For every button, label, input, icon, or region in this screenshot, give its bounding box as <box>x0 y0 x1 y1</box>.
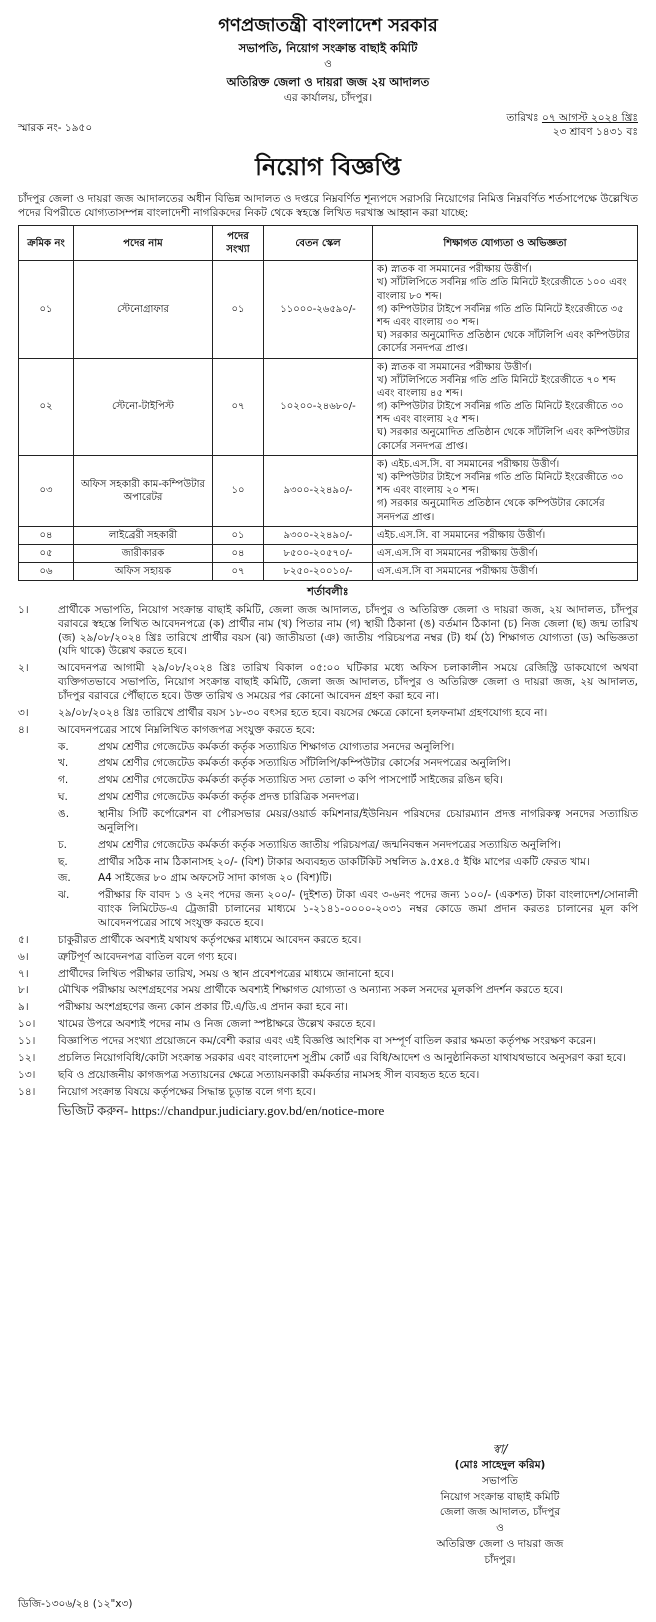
condition-item <box>18 1086 638 1100</box>
condition-item-number: ৯। <box>18 1001 29 1014</box>
document-item <box>18 839 638 853</box>
cell-qualification <box>373 544 638 562</box>
condition-item-number: ৩। <box>18 706 29 719</box>
footer-code: ডিজি-১৩০৬/২৪ (১২"x৩) <box>18 1598 133 1610</box>
qualification-line: খ) কম্পিউটার টাইপে সর্বনিম্ন গতি প্রতি মিনিটে ইংরেজীতে ৩০ শব্দ এবং বাংলায় ২০ শব্দ। <box>377 472 624 497</box>
condition-item-number: ১১। <box>18 1035 36 1048</box>
header-count: পদের সংখ্যা <box>213 226 264 261</box>
posts-table <box>18 225 638 581</box>
qualification-line: গ) কম্পিউটার টাইপে সর্বনিম্ন গতি প্রতি মিনিটে ইংরেজীতে ৩৫ শব্দ এবং বাংলায় ৩০ শব্দ। <box>377 303 624 328</box>
table-row <box>19 526 638 544</box>
condition-item <box>18 984 638 998</box>
condition-item <box>18 951 638 965</box>
document-item-number: ঝ. <box>58 889 70 902</box>
document-item <box>18 757 638 771</box>
cell-serial: ০৫ <box>19 544 74 562</box>
cell-scale: ৮৫০০-২০৫৭০/- <box>264 544 373 562</box>
cell-qualification <box>373 455 638 526</box>
document-item-number: ছ. <box>58 855 68 868</box>
header-scale: বেতন স্কেল <box>264 226 373 261</box>
document-item <box>18 872 638 886</box>
condition-item-text: প্রার্থীদের লিখিত পরীক্ষার তারিখ, সময় ও স্থান প্রবেশপত্রের মাধ্যমে জানানো হবে। <box>58 967 394 980</box>
condition-item-number: ১৩। <box>18 1068 36 1081</box>
condition-item <box>18 604 638 659</box>
qualification-line: গ) সরকার অনুমোদিত প্রতিষ্ঠান থেকে কম্পিউটার কোর্সের সনদপত্র প্রাপ্ত। <box>377 498 605 523</box>
documents-list <box>18 741 638 931</box>
qualification-line: ক) স্নাতক বা সমমানের পরীক্ষায় উত্তীর্ণ। <box>377 264 532 276</box>
cell-qualification <box>373 358 638 455</box>
cell-post: জারীকারক <box>74 544 213 562</box>
qualification-line: ক) স্নাতক বা সমমানের পরীক্ষায় উত্তীর্ণ। <box>377 361 532 373</box>
condition-item <box>18 662 638 704</box>
condition-item-text: মৌখিক পরীক্ষায় অংশগ্রহণের সময় প্রার্থীকে অবশ্যই শিক্ষাগত যোগ্যতা ও অন্যান্য সকল সনদের মূলকপি প্রদর্শন করতে হবে। <box>58 984 564 997</box>
and-text: ও <box>324 57 332 70</box>
qualification-line: খ) সাঁটলিপিতে সর্বনিম্ন গতি প্রতি মিনিটে ইংরেজীতে ৭০ শব্দ এবং বাংলায় ৪৫ শব্দ। <box>377 374 616 399</box>
condition-item-number: ৬। <box>18 950 29 963</box>
condition-item-text: পরীক্ষায় অংশগ্রহণের জন্য কোন প্রকার টি.এ/ডি.এ প্রদান করা হবে না। <box>58 1001 348 1014</box>
cell-qualification <box>373 563 638 581</box>
document-item-number: ক. <box>58 740 69 753</box>
condition-item-text: আবেদনপত্র আগামী ২৯/০৮/২০২৪ খ্রিঃ তারিখ বিকাল ০৫:০০ ঘটিকার মধ্যে অফিস চলাকালীন সময়ে রেজিস্ট্রি ডাকযোগে অথবা ব্যক্তিগতভাবে সভাপতি, নিয়োগ সংক্রান্ত বাছাই কমিটি, জেলা জজ আদালত, চাঁদপুর ও অতিরিক্ত জেলা ও দায়রা জজ, ২য় আদালত, চাঁদপুর বরাবরে পৌঁছাতে হবে। উক্ত তারিখ ও সময়ের পর কোনো আবেদন গ্রহণ করা হবে না। <box>58 662 638 702</box>
signature-block <box>400 1440 600 1568</box>
government-heading: গণপ্রজাতন্ত্রী বাংলাদেশ সরকার <box>218 15 438 36</box>
condition-item <box>18 724 638 738</box>
condition-item-number: ১২। <box>18 1051 36 1064</box>
conditions-list <box>18 604 638 738</box>
document-item-number: খ. <box>58 757 69 770</box>
condition-item-text: বিজ্ঞাপিত পদের সংখ্যা প্রয়োজনে কম/বেশী করার এবং এই বিজ্ঞপ্তি আংশিক বা সম্পূর্ণ বাতিল করার ক্ষমতা কর্তৃপক্ষ সংরক্ষণ করেন। <box>58 1035 597 1048</box>
date-label: তারিখঃ <box>506 111 539 124</box>
qualification-line: এস.এস.সি বা সমমানের পরীক্ষায় উত্তীর্ণ। <box>377 547 538 559</box>
condition-item <box>18 934 638 948</box>
cell-count: ০৪ <box>213 544 264 562</box>
cell-qualification <box>373 526 638 544</box>
cell-post: অফিস সহকারী কাম-কম্পিউটার অপারেটর <box>74 455 213 526</box>
signatory-line2: জেলা জজ আদালত, চাঁদপুর <box>439 1506 561 1519</box>
signatory-line1: নিয়োগ সংক্রান্ত বাছাই কমিটি <box>440 1490 560 1503</box>
document-item-number: ঙ. <box>58 808 70 821</box>
condition-item-text: ২৯/০৮/২০২৪ খ্রিঃ তারিখে প্রার্থীর বয়স ১৮-৩০ বৎসর হতে হবে। বয়সের ক্ষেত্রে কোনো হলফনামা গ্রহণযোগ্য হবে না। <box>58 706 548 719</box>
document-item-text: প্রথম শ্রেণীর গেজেটেড কর্মকর্তা কর্তৃক সত্যায়িত জাতীয় পরিচয়পত্র/ জন্মনিবন্ধন সনদপত্রের সত্যায়িত অনুলিপি। <box>98 838 561 851</box>
condition-item <box>18 1001 638 1015</box>
document-item <box>18 856 638 870</box>
cell-serial: ০৬ <box>19 563 74 581</box>
condition-item-number: ১০। <box>18 1018 36 1031</box>
condition-item <box>18 1069 638 1083</box>
condition-item-number: ৪। <box>18 723 29 736</box>
qualification-line: ক) এইচ.এস.সি. বা সমমানের পরীক্ষায় উত্তীর্ণ। <box>377 458 560 470</box>
intro-paragraph: চাঁদপুর জেলা ও দায়রা জজ আদালতের অধীন বিভিন্ন আদালত ও দপ্তরে নিম্নবর্ণিত শূন্যপদে সরাসরি নিয়োগের নিমিত্ত নিম্নবর্ণিত শর্তসাপেক্ষে উল্লেখিত পদের বিপরীতে যোগ্যতাসম্পন্ন বাংলাদেশী নাগরিকদের নিকট থেকে স্বহস্তে লিখিত দরখাস্ত আহ্বান করা যাচ্ছে: <box>18 193 638 220</box>
cell-post: স্টেনো-টাইপিস্ট <box>74 358 213 455</box>
document-item-text: প্রথম শ্রেণীর গেজেটেড কর্মকর্তা কর্তৃক প্রদত্ত চারিত্রিক সনদপত্র। <box>98 791 360 804</box>
signatory-line3: অতিরিক্ত জেলা ও দায়রা জজ <box>436 1537 564 1550</box>
qualification-line: গ) কম্পিউটার টাইপে সর্বনিম্ন গতি প্রতি মিনিটে ইংরেজীতে ৩০ শব্দ এবং বাংলায় ২৫ শব্দ। <box>377 401 624 426</box>
cell-post: লাইব্রেরী সহকারী <box>74 526 213 544</box>
document-item-text: প্রথম শ্রেণীর গেজেটেড কর্মকর্তা কর্তৃক সত্যায়িত শিক্ষাগত যোগ্যতার সনদের অনুলিপি। <box>98 740 455 753</box>
table-row <box>19 455 638 526</box>
cell-count: ০১ <box>213 261 264 358</box>
cell-qualification <box>373 261 638 358</box>
condition-item-text: খামের উপরে অবশ্যই পদের নাম ও নিজ জেলা স্পষ্টাক্ষরে উল্লেখ করতে হবে। <box>58 1018 376 1031</box>
cell-count: ০১ <box>213 526 264 544</box>
document-item <box>18 889 638 931</box>
qualification-line: ঘ) সরকার অনুমোদিত প্রতিষ্ঠান থেকে সাঁটলিপি এবং কম্পিউটার কোর্সের সনদপত্র প্রাপ্ত। <box>377 427 630 452</box>
cell-count: ০৭ <box>213 563 264 581</box>
cell-post: স্টেনোগ্রাফার <box>74 261 213 358</box>
condition-item-text: প্রার্থীকে সভাপতি, নিয়োগ সংক্রান্ত বাছাই কমিটি, জেলা জজ আদালত, চাঁদপুর ও অতিরিক্ত জেলা ও দায়রা জজ, ২য় আদালত, চাঁদপুর বরাবরে স্বহস্তে লিখিত আবেদনপত্রে (ক) প্রার্থীর নাম (খ) পিতার নাম (গ) স্থায়ী ঠিকানা (ঙ) বর্তমান ঠিকানা (চ) নিজ জেলা (ছ) জন্ম তারিখ (জ) ২৯/০৮/২০২৪ খ্রিঃ তারিখে প্রার্থীর বয়স (ঝ) জাতীয়তা (ঞ) জাতীয় পরিচয়পত্র নম্বর (ট) ধর্ম (ঠ) শিক্ষাগত যোগ্যতা (ড) অভিজ্ঞতা (যদি থাকে) উল্লেখ করতে হবে। <box>58 603 638 658</box>
condition-item-text: চাকুরীরত প্রার্থীকে অবশ্যই যথাযথ কর্তৃপক্ষের মাধ্যমে আবেদন করতে হবে। <box>58 933 362 946</box>
condition-item-text: আবেদনপত্রের সাথে নিম্নলিখিত কাগজপত্র সংযুক্ত করতে হবে: <box>58 723 316 736</box>
condition-item <box>18 968 638 982</box>
condition-item-number: ১। <box>18 603 29 616</box>
condition-item-text: নিয়োগ সংক্রান্ত বিষয়ে কর্তৃপক্ষের সিদ্ধান্ত চূড়ান্ত বলে গণ্য হবে। <box>58 1085 316 1098</box>
table-row <box>19 358 638 455</box>
condition-item-number: ১৪। <box>18 1085 36 1098</box>
document-item-text: স্থানীয় সিটি কর্পোরেশন বা পৌরসভার মেয়র/ওয়ার্ড কমিশনার/ইউনিয়ন পরিষদের চেয়ারম্যান প্রদত্ত নাগরিকত্ব সনদের সত্যায়িত অনুলিপি। <box>98 808 638 834</box>
condition-item-number: ৫। <box>18 933 29 946</box>
signatory-line4: চাঁদপুর। <box>484 1553 516 1566</box>
document-item-text: পরীক্ষার ফি বাবদ ১ ও ২নং পদের জন্য ২০০/- (দুইশত) টাকা এবং ৩-৬নং পদের জন্য ১০০/- (একশত) টাকা বাংলাদেশ/সোনালী ব্যাংক লিমিটেড-এ ট্রেজারী চালানের মাধ্যমে ১-২১৪১-০০০০-২০৩১ নম্বর কোডে জমা প্রদান করতঃ চালানের মূল কপি আবেদনপত্রের সাথে সংযুক্ত করতে হবে। <box>98 889 638 930</box>
condition-item-text: ছবি ও প্রয়োজনীয় কাগজপত্র সত্যায়নের ক্ষেত্রে সত্যায়নকারী কর্মকর্তার নামসহ সীল ব্যবহৃত হতে হবে। <box>58 1068 480 1081</box>
condition-item-text: ত্রুটিপূর্ণ আবেদনপত্র বাতিল বলে গণ্য হবে। <box>58 950 237 963</box>
table-row <box>19 261 638 358</box>
cell-post: অফিস সহায়ক <box>74 563 213 581</box>
cell-scale: ৯৩০০-২২৪৯০/- <box>264 526 373 544</box>
condition-item-number: ৮। <box>18 984 29 997</box>
header-serial: ক্রমিক নং <box>19 226 74 261</box>
document-item <box>18 808 638 836</box>
condition-item <box>18 1035 638 1049</box>
signatory-and: ও <box>496 1522 504 1534</box>
court-heading: অতিরিক্ত জেলা ও দায়রা জজ ২য় আদালত <box>226 74 430 89</box>
conditions-title: শর্তাবলীঃ <box>307 585 349 599</box>
date-gregorian: ০৭ আগস্ট ২০২৪ খ্রিঃ <box>541 111 638 124</box>
signatory-name: (মোঃ সাহেদুল করিম) <box>454 1459 546 1471</box>
qualification-line: এস.এস.সি বা সমমানের পরীক্ষায় উত্তীর্ণ। <box>377 566 538 578</box>
cell-count: ১০ <box>213 455 264 526</box>
qualification-line: এইচ.এস.সি. বা সমমানের পরীক্ষায় উত্তীর্ণ। <box>377 529 546 541</box>
document-item-text: A4 সাইজের ৮০ গ্রাম অফসেট সাদা কাগজ ২০ (বিশ)টি। <box>98 872 333 885</box>
cell-serial: ০২ <box>19 358 74 455</box>
condition-item-number: ২। <box>18 662 29 675</box>
date-block <box>506 112 638 140</box>
cell-serial: ০৩ <box>19 455 74 526</box>
cell-scale: ১১০০০-২৬৫৯০/- <box>264 261 373 358</box>
document-item-number: জ. <box>58 872 71 885</box>
signature-mark: স্বা/ <box>492 1442 508 1456</box>
cell-serial: ০১ <box>19 261 74 358</box>
table-header-row <box>19 226 638 261</box>
notice-title: নিয়োগ বিজ্ঞপ্তি <box>255 152 401 181</box>
date-bengali: ২৩ শ্রাবণ ১৪৩১ বঃ <box>552 125 638 138</box>
document-item <box>18 774 638 788</box>
signatory-role: সভাপতি <box>482 1474 518 1487</box>
qualification-line: খ) সাঁটলিপিতে সর্বনিম্ন গতি প্রতি মিনিটে ইংরেজীতে ১০০ এবং বাংলায় ৮০ শব্দ। <box>377 277 627 302</box>
header-post: পদের নাম <box>74 226 213 261</box>
condition-item <box>18 707 638 721</box>
reference-row <box>18 112 638 146</box>
cell-count: ০৭ <box>213 358 264 455</box>
document-item-number: চ. <box>58 838 68 851</box>
document-item-text: প্রথম শ্রেণীর গেজেটেড কর্মকর্তা কর্তৃক সত্যায়িত সাঁটলিপি/কম্পিউটার কোর্সের সনদপত্রের অনুলিপি। <box>98 757 511 770</box>
cell-scale: ৯৩০০-২২৪৯০/- <box>264 455 373 526</box>
website-link[interactable]: ভিজিট করুন- https://chandpur.judiciary.gov.bd/en/notice-more <box>58 1103 385 1119</box>
cell-scale: ১০২০০-২৪৬৮০/- <box>264 358 373 455</box>
condition-item <box>18 1052 638 1066</box>
condition-item-text: প্রচলিত নিয়োগবিধি/কোটা সংক্রান্ত সরকার এবং বাংলাদেশ সুপ্রীম কোর্ট এর বিধি/আদেশ ও আনুষ্ঠানিকতা যাথাযথভাবে অনুসরণ করা হবে। <box>58 1051 627 1064</box>
cell-scale: ৮২৫০-২০০১০/- <box>264 563 373 581</box>
office-text: এর কার্যালয়, চাঁদপুর। <box>283 91 373 104</box>
document-item <box>18 741 638 755</box>
document-item-text: প্রার্থীর সঠিক নাম ঠিকানাসহ ২০/- (বিশ) টাকার অব্যবহৃত ডাকটিকিট সম্বলিত ৯.৫x৪.৫ ইঞ্চি মাপের একটি ফেরত খাম। <box>98 855 590 868</box>
condition-item-number: ৭। <box>18 967 29 980</box>
document-item-text: প্রথম শ্রেণীর গেজেটেড কর্মকর্তা কর্তৃক সত্যায়িত সদ্য তোলা ৩ কপি পাসপোর্ট সাইজের রঙিন ছবি। <box>98 774 503 787</box>
table-row <box>19 563 638 581</box>
conditions2-list <box>18 934 638 1100</box>
qualification-line: ঘ) সরকার অনুমোদিত প্রতিষ্ঠান থেকে সাঁটলিপি এবং কম্পিউটার কোর্সের সনদপত্র প্রাপ্ত। <box>377 330 630 355</box>
cell-serial: ০৪ <box>19 526 74 544</box>
committee-heading: সভাপতি, নিয়োগ সংক্রান্ত বাছাই কমিটি <box>238 40 418 55</box>
header-qualification: শিক্ষাগত যোগ্যতা ও অভিজ্ঞতা <box>373 226 638 261</box>
document-item <box>18 791 638 805</box>
table-row <box>19 544 638 562</box>
document-item-number: ঘ. <box>58 791 68 804</box>
document-item-number: গ. <box>58 774 69 787</box>
memo-number: স্মারক নং- ১৯৫০ <box>18 121 93 134</box>
condition-item <box>18 1018 638 1032</box>
